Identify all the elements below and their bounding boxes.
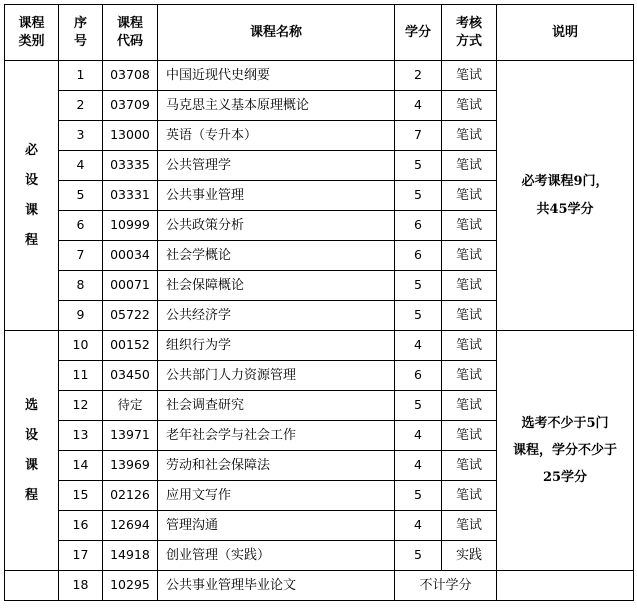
header-note: 说明	[497, 5, 634, 61]
code-cell: 10295	[103, 571, 158, 601]
code-cell: 03709	[103, 91, 158, 121]
name-cell: 公共事业管理毕业论文	[158, 571, 395, 601]
table-row	[5, 61, 634, 91]
category-char: 选	[24, 397, 38, 413]
code-cell: 00152	[103, 331, 158, 361]
exam-cell: 笔试	[442, 421, 497, 451]
code-cell: 03331	[103, 181, 158, 211]
name-cell: 公共管理学	[158, 151, 395, 181]
name-cell: 马克思主义基本原理概论	[158, 91, 395, 121]
credit-cell: 5	[395, 181, 442, 211]
exam-cell: 实践	[442, 541, 497, 571]
exam-cell: 笔试	[442, 331, 497, 361]
seq-cell: 17	[59, 541, 103, 571]
header-code: 课程 代码	[103, 5, 158, 61]
code-cell: 05722	[103, 301, 158, 331]
code-cell: 12694	[103, 511, 158, 541]
name-cell: 劳动和社会保障法	[158, 451, 395, 481]
note-cell	[497, 331, 634, 571]
name-cell: 社会学概论	[158, 241, 395, 271]
name-cell: 管理沟通	[158, 511, 395, 541]
seq-cell: 16	[59, 511, 103, 541]
credit-cell: 5	[395, 151, 442, 181]
seq-cell: 13	[59, 421, 103, 451]
note-cell-empty	[497, 571, 634, 601]
note-line: 25学分	[542, 470, 588, 486]
code-cell: 03335	[103, 151, 158, 181]
category-char: 程	[24, 487, 38, 503]
exam-cell: 笔试	[442, 241, 497, 271]
seq-cell: 9	[59, 301, 103, 331]
header-category: 课程 类别	[5, 5, 59, 61]
code-cell: 待定	[103, 391, 158, 421]
thesis-row	[5, 571, 634, 601]
category-char: 程	[24, 232, 38, 248]
seq-cell: 4	[59, 151, 103, 181]
note-line: 必考课程9门，	[521, 174, 609, 190]
note-line: 选考不少于5门	[521, 415, 609, 431]
name-cell: 创业管理（实践）	[158, 541, 395, 571]
credit-cell: 2	[395, 61, 442, 91]
code-cell: 02126	[103, 481, 158, 511]
name-cell: 公共政策分析	[158, 211, 395, 241]
name-cell: 英语（专升本）	[158, 121, 395, 151]
category-char: 设	[24, 172, 38, 188]
category-cell	[5, 331, 59, 571]
exam-cell: 笔试	[442, 271, 497, 301]
course-table	[4, 4, 634, 601]
seq-cell: 15	[59, 481, 103, 511]
category-cell-empty	[5, 571, 59, 601]
credit-cell: 5	[395, 391, 442, 421]
seq-cell: 14	[59, 451, 103, 481]
exam-cell: 笔试	[442, 91, 497, 121]
exam-cell: 笔试	[442, 151, 497, 181]
category-cell	[5, 61, 59, 331]
header-row	[5, 5, 634, 61]
name-cell: 应用文写作	[158, 481, 395, 511]
seq-cell: 12	[59, 391, 103, 421]
name-cell: 中国近现代史纲要	[158, 61, 395, 91]
code-cell: 13971	[103, 421, 158, 451]
exam-cell: 笔试	[442, 211, 497, 241]
exam-cell: 笔试	[442, 451, 497, 481]
seq-cell: 5	[59, 181, 103, 211]
credit-cell: 6	[395, 211, 442, 241]
credit-cell: 4	[395, 91, 442, 121]
name-cell: 社会保障概论	[158, 271, 395, 301]
code-cell: 10999	[103, 211, 158, 241]
category-char: 课	[24, 202, 38, 218]
name-cell: 老年社会学与社会工作	[158, 421, 395, 451]
note-line: 课程，学分不少于	[512, 442, 617, 458]
code-cell: 03450	[103, 361, 158, 391]
seq-cell: 7	[59, 241, 103, 271]
credit-cell: 5	[395, 271, 442, 301]
exam-cell: 笔试	[442, 511, 497, 541]
exam-cell: 笔试	[442, 391, 497, 421]
note-cell	[497, 61, 634, 331]
exam-cell: 笔试	[442, 301, 497, 331]
header-credit: 学分	[395, 5, 442, 61]
category-char: 设	[24, 427, 38, 443]
seq-cell: 2	[59, 91, 103, 121]
code-cell: 14918	[103, 541, 158, 571]
credit-cell: 5	[395, 541, 442, 571]
credit-cell: 6	[395, 241, 442, 271]
code-cell: 00034	[103, 241, 158, 271]
exam-cell: 笔试	[442, 121, 497, 151]
code-cell: 13969	[103, 451, 158, 481]
code-cell: 00071	[103, 271, 158, 301]
seq-cell: 11	[59, 361, 103, 391]
seq-cell: 6	[59, 211, 103, 241]
name-cell: 社会调查研究	[158, 391, 395, 421]
seq-cell: 3	[59, 121, 103, 151]
category-char: 必	[24, 142, 38, 158]
credit-cell: 6	[395, 361, 442, 391]
note-line: 共45学分	[536, 201, 594, 217]
table-row	[5, 331, 634, 361]
exam-cell: 笔试	[442, 181, 497, 211]
credit-cell: 4	[395, 511, 442, 541]
header-seq: 序 号	[59, 5, 103, 61]
credit-cell: 5	[395, 481, 442, 511]
code-cell: 13000	[103, 121, 158, 151]
name-cell: 公共部门人力资源管理	[158, 361, 395, 391]
credit-exam-cell: 不计学分	[395, 571, 497, 601]
seq-cell: 10	[59, 331, 103, 361]
credit-cell: 4	[395, 421, 442, 451]
code-cell: 03708	[103, 61, 158, 91]
credit-cell: 5	[395, 301, 442, 331]
seq-cell: 1	[59, 61, 103, 91]
category-char: 课	[24, 457, 38, 473]
header-exam: 考核 方式	[442, 5, 497, 61]
exam-cell: 笔试	[442, 481, 497, 511]
exam-cell: 笔试	[442, 61, 497, 91]
credit-cell: 4	[395, 331, 442, 361]
credit-cell: 4	[395, 451, 442, 481]
credit-cell: 7	[395, 121, 442, 151]
header-name: 课程名称	[158, 5, 395, 61]
seq-cell: 18	[59, 571, 103, 601]
name-cell: 公共事业管理	[158, 181, 395, 211]
name-cell: 公共经济学	[158, 301, 395, 331]
course-table-wrapper	[4, 4, 634, 601]
seq-cell: 8	[59, 271, 103, 301]
exam-cell: 笔试	[442, 361, 497, 391]
name-cell: 组织行为学	[158, 331, 395, 361]
